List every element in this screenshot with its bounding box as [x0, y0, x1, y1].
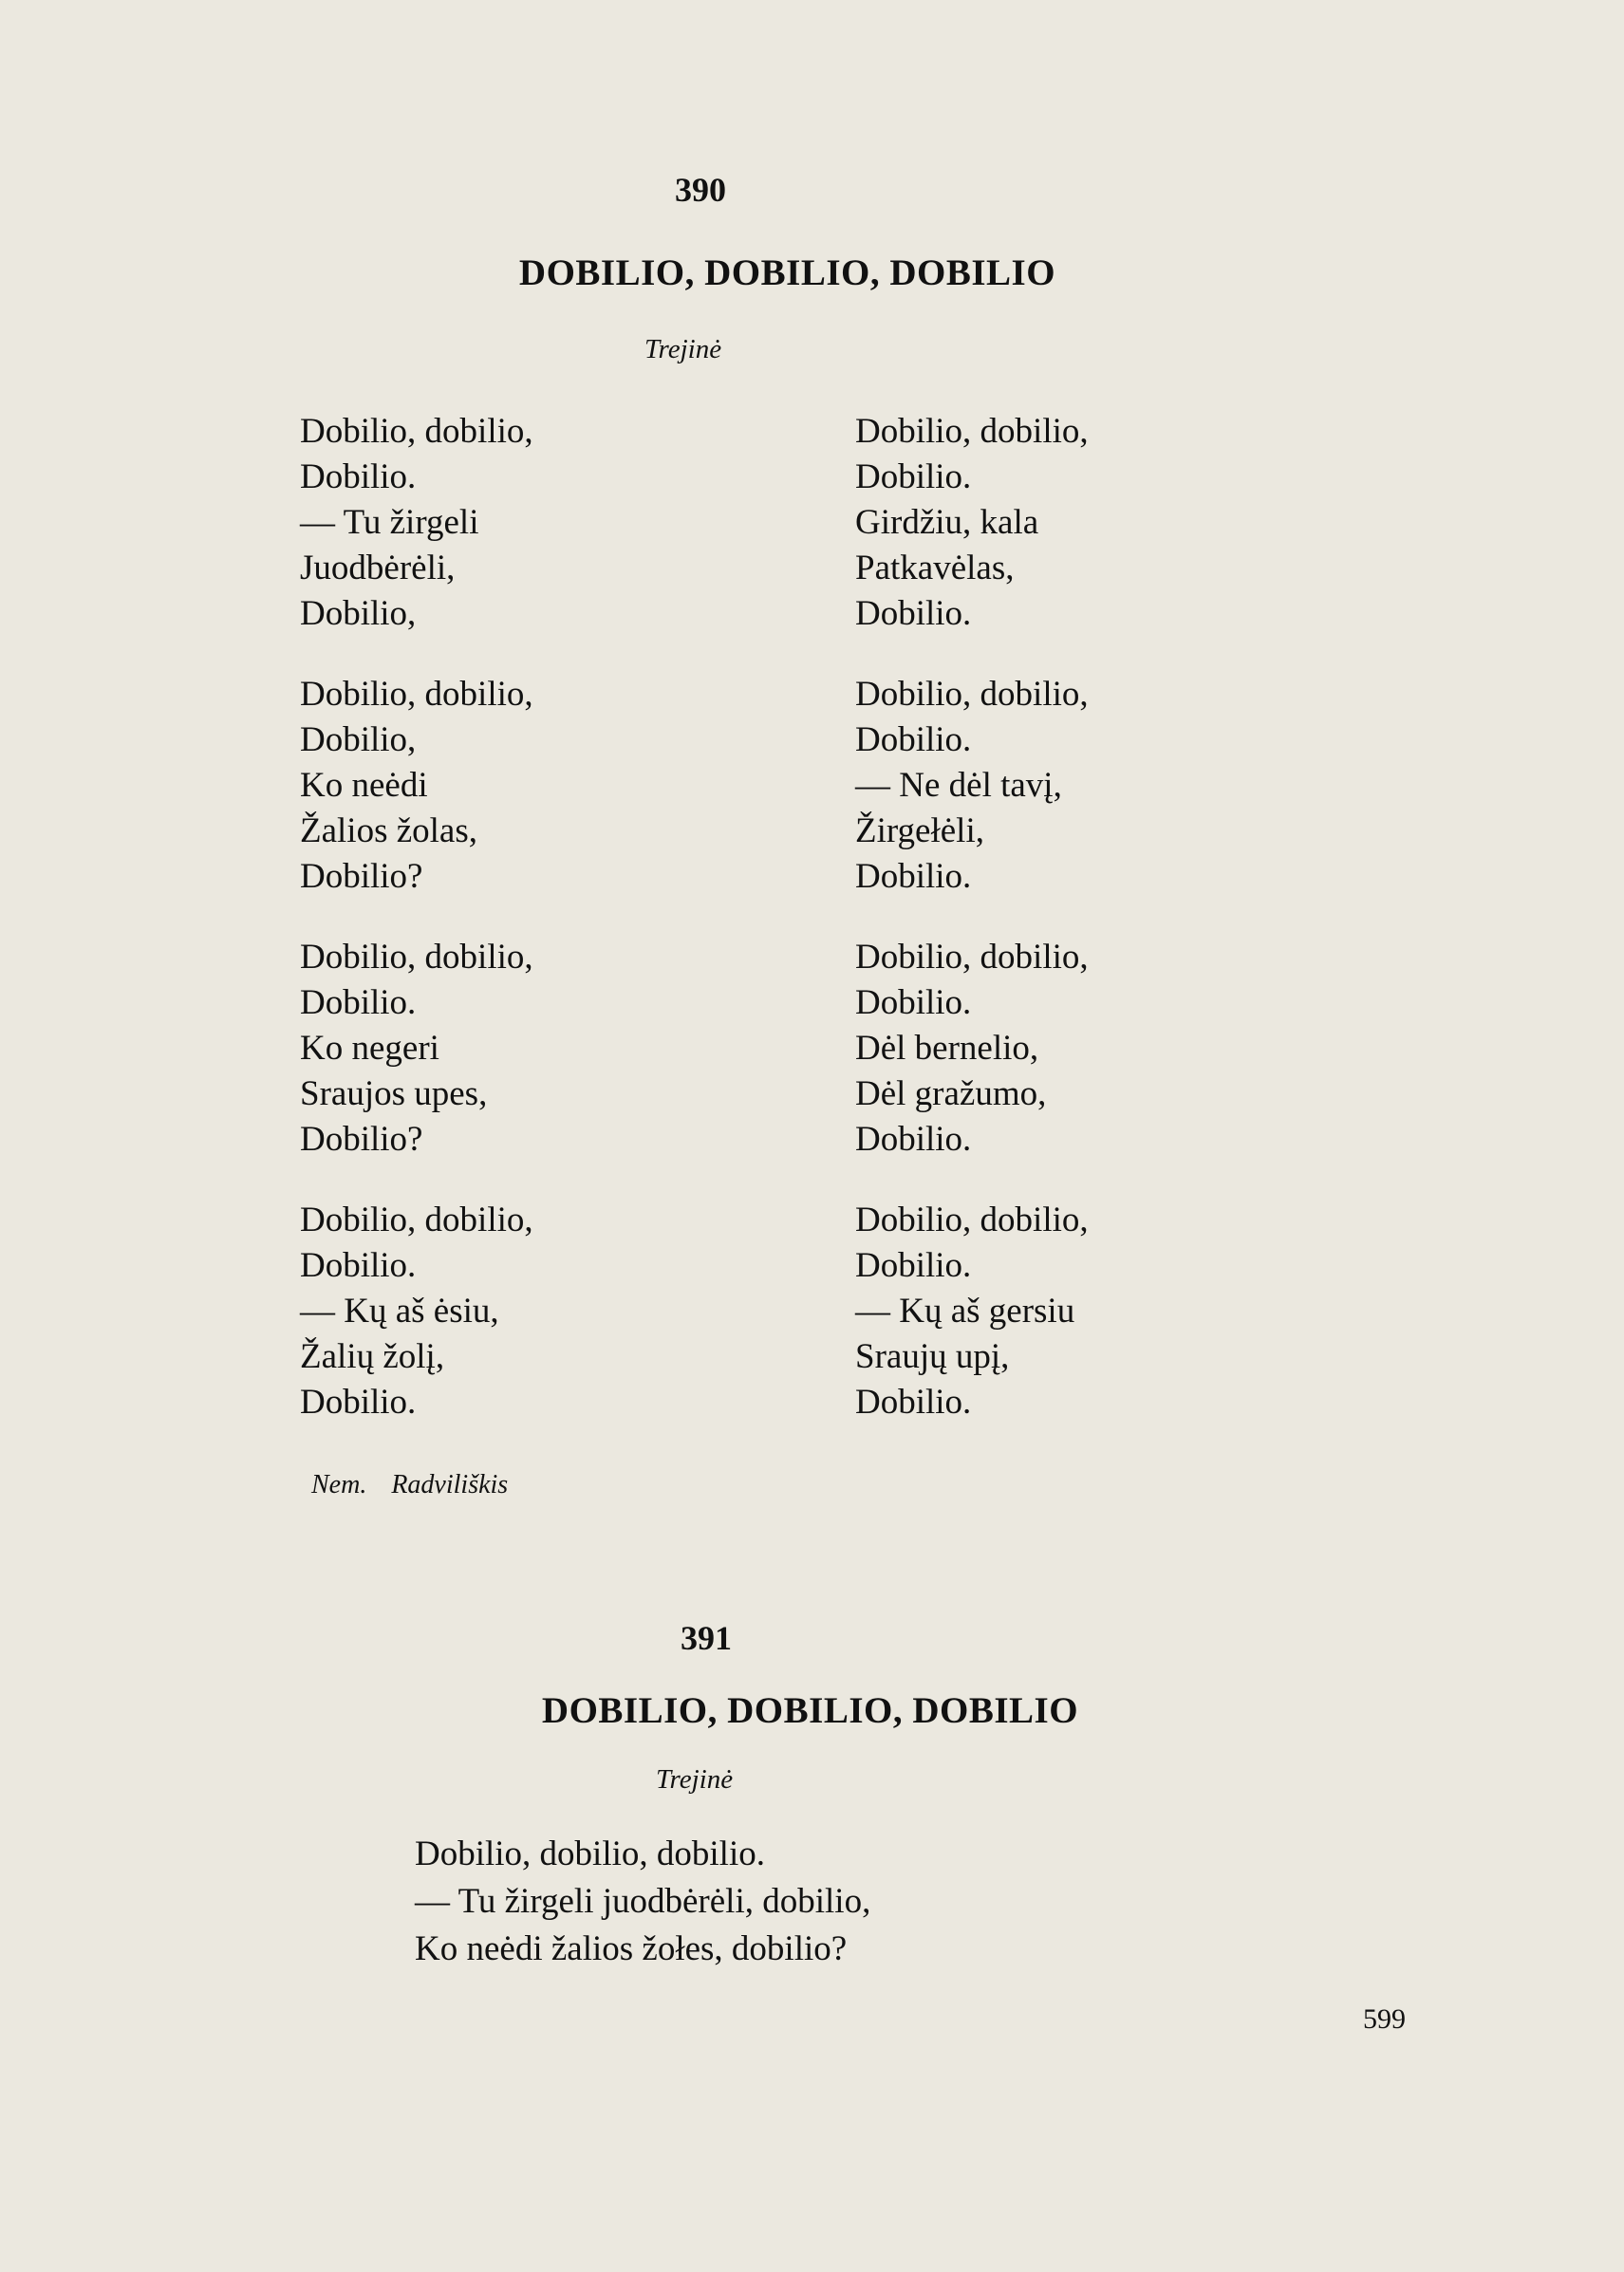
- verse-line: Dobilio, dobilio,: [855, 412, 1089, 451]
- page-number: 599: [1363, 2003, 1406, 2035]
- verse-line: — Tu žirgeli juodbėrėli, dobilio,: [415, 1882, 871, 1921]
- verse-line: Dobilio, dobilio,: [855, 938, 1089, 977]
- verse-line: Dobilio.: [300, 1246, 417, 1285]
- verse-line: Dėl bernelio,: [855, 1029, 1039, 1068]
- verse-line: Dobilio,: [300, 594, 417, 633]
- verse-column-right: [855, 409, 1089, 1461]
- verse-line: Dobilio.: [855, 983, 972, 1022]
- verse-line: Dobilio.: [855, 1120, 972, 1159]
- verse-line: Dobilio, dobilio,: [300, 938, 533, 977]
- verse-line: Sraujų upį,: [855, 1337, 1010, 1376]
- verse-line: Sraujos upes,: [300, 1074, 488, 1113]
- verse-line: Dobilio, dobilio, dobilio.: [415, 1834, 765, 1873]
- verse-line: Dobilio?: [300, 1120, 423, 1159]
- verse-block: [415, 1831, 870, 1973]
- source-district: Nem.: [311, 1470, 367, 1499]
- verse-line: Dobilio?: [300, 857, 423, 896]
- stanza: [855, 409, 1089, 637]
- verse-column-left: [300, 409, 533, 1461]
- verse-line: Ko neėdi: [300, 766, 428, 805]
- stanza: [300, 409, 533, 637]
- verse-line: Ko neėdi žalios žołes, dobilio?: [415, 1929, 848, 1968]
- song-source: [311, 1472, 532, 1499]
- verse-line: Dobilio, dobilio,: [855, 1201, 1089, 1239]
- verse-line: Dobilio, dobilio,: [300, 1201, 533, 1239]
- verse-line: Dobilio.: [855, 1246, 972, 1285]
- song-title: DOBILIO, DOBILIO, DOBILIO: [518, 252, 1056, 293]
- verse-line: Dobilio, dobilio,: [300, 675, 533, 714]
- verse-line: Dobilio.: [855, 1383, 972, 1422]
- verse-line: Ko negeri: [300, 1029, 439, 1068]
- song-number: 391: [681, 1619, 732, 1657]
- stanza: [300, 935, 533, 1163]
- stanza: [300, 1198, 533, 1425]
- verse-line: Dobilio.: [855, 720, 972, 759]
- verse-line: — Ne dėl tavį,: [855, 766, 1062, 805]
- verse-line: — Tu žirgeli: [300, 503, 479, 542]
- verse-line: Žalių žolį,: [300, 1337, 445, 1376]
- verse-line: Juodbėrėli,: [300, 549, 456, 587]
- verse-line: Dobilio.: [300, 983, 417, 1022]
- verse-line: Dobilio.: [855, 594, 972, 633]
- verse-line: Patkavėlas,: [855, 549, 1015, 587]
- verse-line: — Kų aš gersiu: [855, 1292, 1075, 1331]
- verse-line: Dobilio, dobilio,: [300, 412, 533, 451]
- stanza: [855, 1198, 1089, 1425]
- verse-line: Dobilio.: [300, 457, 417, 496]
- stanza: [855, 672, 1089, 900]
- verse-line: Dobilio, dobilio,: [855, 675, 1089, 714]
- verse-line: — Kų aš ėsiu,: [300, 1292, 499, 1331]
- verse-line: Dobilio.: [300, 1383, 417, 1422]
- song-kind: Trejinė: [656, 1764, 734, 1795]
- song-title: DOBILIO, DOBILIO, DOBILIO: [541, 1690, 1079, 1731]
- song-kind: Trejinė: [644, 334, 722, 364]
- stanza: [855, 935, 1089, 1163]
- verse-line: Dėl gražumo,: [855, 1074, 1047, 1113]
- verse-line: Girdžiu, kala: [855, 503, 1039, 542]
- verse-line: Dobilio,: [300, 720, 417, 759]
- verse-line: Žalios žolas,: [300, 811, 478, 850]
- stanza: [300, 672, 533, 900]
- verse-line: Dobilio.: [855, 857, 972, 896]
- song-number: 390: [675, 171, 726, 209]
- source-place: Radviliškis: [391, 1470, 509, 1499]
- verse-line: Žirgełėli,: [855, 811, 984, 850]
- verse-line: Dobilio.: [855, 457, 972, 496]
